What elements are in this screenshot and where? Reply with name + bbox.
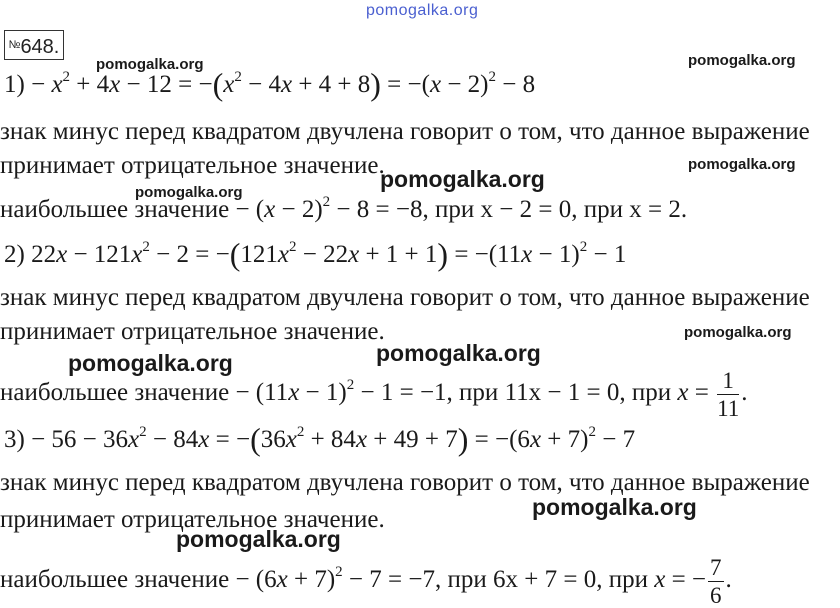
number-sign: № — [8, 39, 21, 51]
part2-max-label: наибольшее значение — [0, 379, 230, 407]
part3-at-2: при — [608, 566, 648, 594]
watermark-9: pomogalka.org — [532, 494, 697, 520]
part2-at-2: при — [631, 379, 672, 407]
part3-x-numerator: 7 — [710, 555, 722, 580]
top-watermark: pomogalka.org — [366, 2, 479, 19]
part1-negative-text: принимает отрицательное значение. — [0, 152, 385, 179]
watermark-7: pomogalka.org — [376, 340, 541, 366]
part1-equation: $1) - x^2 + 4x - 12 = -(x^2 - 4x + 4 + 8) = -(x - 2)^2 - 8$ — [4, 66, 536, 102]
part1-max-label: наибольшее значение — [0, 196, 230, 223]
part3-x-fraction — [708, 556, 724, 607]
part3-label: 3) — [4, 426, 25, 453]
problem-number: 648. — [20, 36, 60, 58]
part3-at: при — [447, 566, 487, 594]
part1-max-line: наибольшее значение − $(x - 2)^2 - 8 = -8$, при x − 2 = 0, при x = 2. — [0, 194, 688, 223]
watermark-2: pomogalka.org — [688, 52, 796, 69]
part3-max-value: −7 — [408, 566, 435, 594]
part2-zero-condition: 11x − 1 = 0 — [504, 379, 620, 407]
watermark-1: pomogalka.org — [96, 56, 204, 73]
part1-label: 1) — [4, 71, 25, 98]
problem-number-badge — [4, 30, 64, 60]
part1-at: при — [434, 196, 475, 223]
watermark-10: pomogalka.org — [176, 526, 341, 552]
part2-x-denominator: 11 — [717, 396, 740, 421]
part1-at-2: при — [583, 196, 623, 223]
part1-max-value: −8 — [395, 196, 423, 223]
part3-zero-condition: 6x + 7 = 0 — [493, 566, 597, 594]
part2-equation: 2) $22x - 121x^2 - 2 = -(121x^2 - 22x + 1 + 1) = -(11x - 1)^2 - 1$ — [4, 236, 627, 272]
watermark-8: pomogalka.org — [68, 350, 233, 376]
part2-sign-text: знак минус перед квадратом двучлена говорит о том, что данное выражение — [0, 284, 810, 311]
part2-at: при — [459, 379, 499, 407]
part3-max-label: наибольшее значение — [0, 566, 230, 594]
part3-sign-text: знак минус перед квадратом двучлена говорит о том, что данное выражение — [0, 469, 810, 496]
part3-equation: $3) - 56 - 36x^2 - 84x = -(36x^2 + 84x + 49 + 7) = -(6x + 7)^2 - 7$ — [4, 421, 636, 457]
part2-negative-text: принимает отрицательное значение. — [0, 318, 385, 345]
part1-zero-condition: x − 2 = 0 — [480, 196, 572, 223]
watermark-3: pomogalka.org — [688, 156, 796, 173]
part2-x-fraction — [717, 369, 739, 420]
part2-label: 2) — [4, 241, 25, 268]
part2-max-value: −1 — [419, 379, 447, 407]
part2-max-line: наибольшее значение − $(11x - 1)^2 - 1 = -1$, при 11x − 1 = 0, при x = $\frac{1}{11}$ . — [0, 368, 748, 421]
watermark-4: pomogalka.org — [380, 166, 545, 192]
part1-sign-text: знак минус перед квадратом двучлена говорит о том, что данное выражение — [0, 118, 810, 145]
part3-x-denominator: 6 — [710, 583, 722, 608]
part3-negative-text: принимает отрицательное значение. — [0, 506, 385, 533]
watermark-5: pomogalka.org — [135, 184, 243, 201]
part3-max-line: наибольшее значение − $(6x + 7)^2 - 7 = -7$, при 6x + 7 = 0, при x = − $\frac{7}{6}$ . — [0, 555, 732, 608]
part1-x-value: x = 2 — [629, 196, 681, 223]
part2-x-numerator: 1 — [717, 369, 739, 395]
watermark-6: pomogalka.org — [684, 324, 792, 341]
